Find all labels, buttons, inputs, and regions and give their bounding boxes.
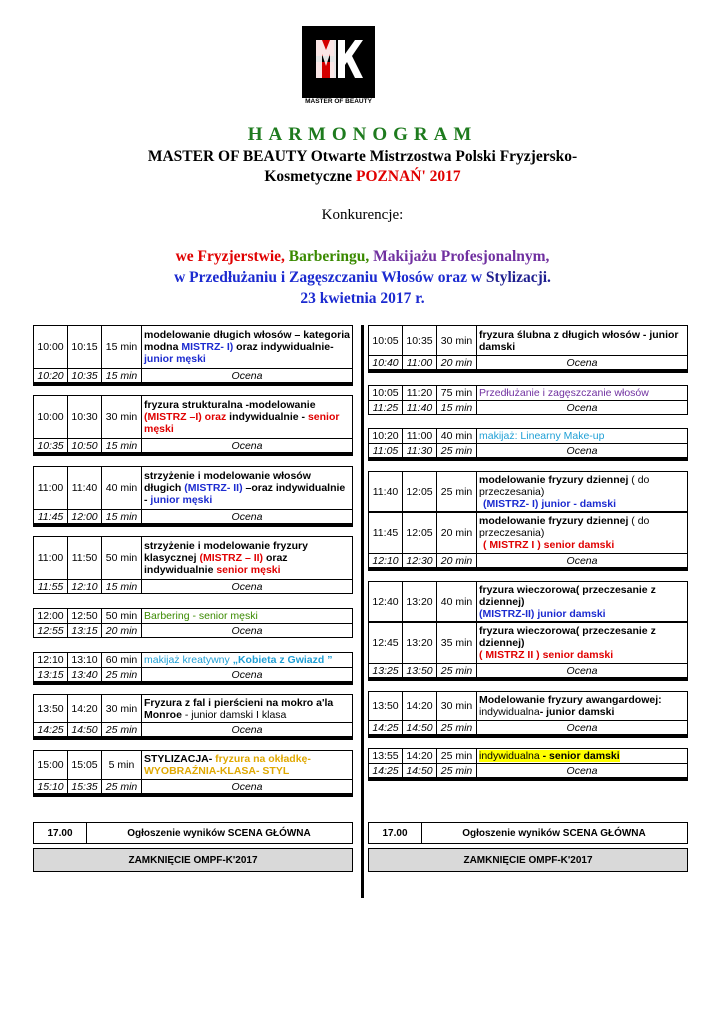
start-time: 10:20 — [369, 429, 403, 443]
divider — [33, 383, 353, 386]
ocena-row — [368, 401, 688, 415]
duration: 40 min — [102, 467, 142, 509]
desc-main: strzyżenie i modelowanie włosów długich — [144, 470, 311, 494]
entry-description — [477, 582, 687, 621]
end-time: 10:35 — [68, 369, 102, 382]
entry-description — [477, 749, 687, 763]
divider — [33, 737, 353, 740]
end-time: 11:00 — [403, 356, 437, 369]
entry-description: Przedłużanie i zagęszczanie włosów — [479, 387, 649, 399]
start-time: 14:25 — [34, 723, 68, 736]
ocena-label: Ocena — [231, 439, 263, 452]
closing-banner: ZAMKNIĘCIE OMPF-K'2017 — [368, 848, 688, 872]
end-time: 11:00 — [403, 429, 437, 443]
desc-group: senior męski — [144, 411, 340, 435]
start-time: 12:55 — [34, 624, 68, 637]
duration: 40 min — [437, 582, 477, 621]
ocena-row — [368, 356, 688, 370]
desc-group: senior męski — [216, 564, 281, 576]
ocena-label: Ocena — [566, 721, 598, 734]
start-time: 11:40 — [369, 472, 403, 511]
schedule-entry — [33, 750, 353, 780]
end-time: 13:20 — [403, 582, 437, 621]
start-time: 11:55 — [34, 580, 68, 593]
entry-description — [477, 472, 687, 511]
divider — [368, 568, 688, 571]
entry-description — [142, 467, 352, 509]
desc-group: - senior damski — [539, 750, 620, 762]
end-time: 12:30 — [403, 554, 437, 567]
start-time: 11:45 — [369, 513, 403, 553]
divider — [368, 458, 688, 461]
divider — [33, 794, 353, 797]
end-time: 11:40 — [68, 467, 102, 509]
end-time: 12:50 — [68, 609, 102, 623]
schedule-entry — [368, 428, 688, 444]
results-text: Ogłoszenie wyników SCENA GŁÓWNA — [462, 827, 646, 839]
ocena-row — [33, 369, 353, 383]
desc-group: ( MISTRZ I ) senior damski — [483, 539, 615, 551]
entry-description — [142, 396, 352, 438]
ocena-label: Ocena — [566, 664, 598, 677]
duration: 40 min — [437, 429, 477, 443]
end-time: 15:35 — [68, 780, 102, 793]
start-time: 11:25 — [369, 401, 403, 414]
start-time: 13:55 — [369, 749, 403, 763]
ocena-row — [368, 554, 688, 568]
desc-extra: indywidualna — [479, 706, 540, 718]
categories-line2 — [0, 269, 725, 287]
start-time: 13:15 — [34, 668, 68, 681]
end-time: 12:10 — [68, 580, 102, 593]
entry-description — [142, 653, 352, 667]
desc-main: STYLIZACJA- — [144, 753, 216, 765]
end-time: 11:40 — [403, 401, 437, 414]
start-time: 14:25 — [369, 721, 403, 734]
duration: 20 min — [102, 624, 142, 637]
start-time: 12:40 — [369, 582, 403, 621]
entry-description — [477, 513, 687, 553]
schedule-entry — [368, 512, 688, 554]
ocena-label: Ocena — [231, 369, 263, 382]
desc-extra: –oraz indywidualnie - — [144, 482, 346, 506]
duration: 75 min — [437, 386, 477, 400]
duration: 25 min — [437, 472, 477, 511]
ocena-row — [33, 580, 353, 594]
cat-extensions: w Przedłużaniu i Zagęszczaniu Włosów oraz w — [174, 269, 486, 286]
logo — [302, 26, 375, 98]
schedule-entry — [368, 691, 688, 721]
duration: 35 min — [437, 623, 477, 663]
duration: 25 min — [437, 721, 477, 734]
cat-barbering: Barberingu, — [288, 248, 374, 265]
start-time: 10:05 — [369, 326, 403, 355]
end-time: 10:15 — [68, 326, 102, 368]
ocena-label: Ocena — [231, 780, 263, 793]
divider — [368, 735, 688, 738]
start-time: 11:45 — [34, 510, 68, 523]
start-time: 10:05 — [369, 386, 403, 400]
duration: 20 min — [437, 513, 477, 553]
start-time: 10:35 — [34, 439, 68, 452]
duration: 25 min — [102, 668, 142, 681]
duration: 30 min — [102, 396, 142, 438]
desc-main: fryzura wieczorowa( przeczesanie z dziennej) — [479, 583, 656, 608]
ocena-label: Ocena — [566, 356, 598, 369]
end-time: 14:20 — [403, 692, 437, 720]
duration: 25 min — [102, 780, 142, 793]
duration: 30 min — [437, 692, 477, 720]
ocena-row — [368, 721, 688, 735]
duration: 15 min — [102, 369, 142, 382]
desc-extra: indywidualnie - — [226, 411, 308, 423]
end-time: 11:20 — [403, 386, 437, 400]
duration: 20 min — [437, 554, 477, 567]
ocena-row — [33, 668, 353, 682]
start-time: 10:20 — [34, 369, 68, 382]
desc-main: Fryzura z fal i pierścieni na mokro a'la Monroe — [144, 696, 334, 721]
event-name-line1: MASTER OF BEAUTY Otwarte Mistrzostwa Polski Fryzjersko- — [147, 148, 578, 165]
start-time: 10:40 — [369, 356, 403, 369]
start-time: 12:10 — [369, 554, 403, 567]
divider — [368, 778, 688, 781]
end-time: 11:50 — [68, 537, 102, 579]
desc-category: (MISTRZ- II) — [184, 482, 243, 494]
ocena-row — [33, 510, 353, 524]
end-time: 14:50 — [403, 721, 437, 734]
duration: 25 min — [437, 664, 477, 677]
entry-description — [142, 695, 352, 722]
ocena-label: Ocena — [231, 580, 263, 593]
start-time: 15:00 — [34, 751, 68, 779]
duration: 5 min — [102, 751, 142, 779]
desc-category: (MISTRZ –I) oraz — [144, 411, 227, 423]
desc-group: junior męski — [150, 494, 213, 506]
desc-main: indywidualna — [479, 750, 540, 762]
event-date: 23 kwietnia 2017 r. — [300, 290, 425, 307]
schedule-entry — [368, 325, 688, 356]
ocena-row — [368, 444, 688, 458]
start-time: 13:50 — [34, 695, 68, 722]
divider — [368, 678, 688, 681]
desc-group: (MISTRZ- I) junior - damski — [483, 497, 616, 510]
end-time: 15:05 — [68, 751, 102, 779]
duration: 15 min — [437, 401, 477, 414]
desc-main: modelowanie fryzury dziennej — [479, 515, 629, 527]
desc-title: fryzura na okładkę- WYOBRAŹNIA-KLASA- STYL — [144, 753, 311, 777]
desc-main: fryzura wieczorowa( przeczesanie z dziennej) — [479, 625, 656, 649]
start-time: 11:00 — [34, 467, 68, 509]
duration: 20 min — [437, 356, 477, 369]
desc-group: - junior damski — [539, 706, 615, 718]
desc-main: strzyżenie i modelowanie fryzury klasycznej — [144, 540, 308, 564]
schedule-entry — [33, 395, 353, 439]
desc-extra: oraz indywidualnie — [144, 552, 288, 576]
desc-group: - junior damski I klasa — [181, 708, 287, 721]
mk-logo-icon — [302, 26, 375, 98]
start-time: 15:10 — [34, 780, 68, 793]
logo-caption: MASTER OF BEAUTY — [305, 98, 372, 105]
entry-description: Barbering - senior męski — [144, 610, 258, 622]
duration: 15 min — [102, 510, 142, 523]
end-time: 13:15 — [68, 624, 102, 637]
cat-makeup: Makijażu Profesjonalnym, — [373, 248, 550, 265]
desc-main: modelowanie fryzury dziennej — [479, 473, 629, 486]
ocena-row — [33, 439, 353, 453]
end-time: 12:05 — [403, 513, 437, 553]
entry-description — [477, 623, 687, 663]
schedule-entry — [368, 471, 688, 512]
desc-extra: oraz indywidualnie- — [233, 341, 334, 353]
ocena-label: Ocena — [566, 401, 598, 414]
entry-description: fryzura ślubna z długich włosów - junior damski — [479, 328, 679, 353]
schedule-entry — [33, 694, 353, 723]
start-time: 12:10 — [34, 653, 68, 667]
desc-main: Modelowanie fryzury awangardowej: — [479, 694, 662, 706]
ocena-label: Ocena — [231, 723, 263, 736]
end-time: 13:20 — [403, 623, 437, 663]
desc-group: (MISTRZ-II) junior damski — [479, 607, 606, 620]
desc-main: makijaż kreatywny — [144, 654, 233, 666]
schedule-entry — [368, 385, 688, 401]
page-title: HARMONOGRAM — [247, 124, 478, 145]
duration: 15 min — [102, 580, 142, 593]
ocena-row — [368, 764, 688, 778]
start-time: 11:00 — [34, 537, 68, 579]
end-time: 10:50 — [68, 439, 102, 452]
start-time: 12:00 — [34, 609, 68, 623]
ocena-label: Ocena — [566, 554, 598, 567]
start-time: 14:25 — [369, 764, 403, 777]
ocena-label: Ocena — [566, 764, 598, 777]
duration: 60 min — [102, 653, 142, 667]
schedule-entry — [368, 622, 688, 664]
cat-hairdressing: we Fryzjerstwie, — [175, 248, 289, 265]
desc-category: (MISTRZ – II) — [199, 552, 264, 564]
end-time: 14:20 — [68, 695, 102, 722]
results-announcement — [33, 822, 353, 844]
desc-extra: ( do przeczesania) — [479, 515, 650, 539]
ocena-label: Ocena — [566, 444, 598, 457]
start-time: 13:50 — [369, 692, 403, 720]
ocena-label: Ocena — [231, 624, 263, 637]
duration: 15 min — [102, 326, 142, 368]
results-time: 17.00 — [34, 823, 87, 843]
ocena-row — [33, 780, 353, 794]
konkurencje-label: Konkurencje: — [321, 207, 404, 223]
ocena-label: Ocena — [231, 510, 263, 523]
start-time: 12:45 — [369, 623, 403, 663]
desc-title: „Kobieta z Gwiazd ” — [232, 654, 333, 666]
end-time: 13:40 — [68, 668, 102, 681]
start-time: 11:05 — [369, 444, 403, 457]
desc-main: modelowanie długich włosów – kategoria modna — [144, 329, 350, 353]
desc-category: MISTRZ- I) — [181, 341, 234, 353]
ocena-row — [33, 723, 353, 737]
divider — [33, 682, 353, 685]
schedule-entry — [368, 581, 688, 622]
results-time: 17.00 — [369, 823, 422, 843]
cat-styling: Stylizacji. — [485, 269, 551, 286]
duration: 30 min — [102, 695, 142, 722]
end-time: 14:20 — [403, 749, 437, 763]
schedule-entry — [33, 466, 353, 510]
ocena-row — [33, 624, 353, 638]
schedule-entry — [33, 608, 353, 624]
event-name-line2-text: Kosmetyczne — [264, 168, 357, 185]
divider — [33, 453, 353, 456]
schedule-entry — [33, 536, 353, 580]
entry-description — [142, 751, 352, 779]
results-text: Ogłoszenie wyników SCENA GŁÓWNA — [127, 827, 311, 839]
ocena-row — [368, 664, 688, 678]
end-time: 14:50 — [403, 764, 437, 777]
duration: 30 min — [437, 326, 477, 355]
duration: 25 min — [437, 764, 477, 777]
divider — [368, 370, 688, 373]
end-time: 13:50 — [403, 664, 437, 677]
categories-line1 — [0, 248, 725, 266]
event-name-line2 — [0, 168, 725, 186]
results-announcement — [368, 822, 688, 844]
end-time: 10:30 — [68, 396, 102, 438]
end-time: 11:30 — [403, 444, 437, 457]
desc-group: junior męski — [144, 353, 206, 365]
ocena-label: Ocena — [231, 668, 263, 681]
duration: 25 min — [437, 749, 477, 763]
end-time: 12:00 — [68, 510, 102, 523]
entry-description — [142, 326, 352, 368]
schedule-entry — [368, 748, 688, 764]
desc-main: fryzura strukturalna -modelowanie — [144, 399, 316, 411]
end-time: 13:10 — [68, 653, 102, 667]
start-time: 10:00 — [34, 326, 68, 368]
duration: 25 min — [102, 723, 142, 736]
desc-extra: ( do przeczesania) — [479, 473, 650, 498]
start-time: 13:25 — [369, 664, 403, 677]
duration: 15 min — [102, 439, 142, 452]
closing-banner: ZAMKNIĘCIE OMPF-K'2017 — [33, 848, 353, 872]
divider — [33, 524, 353, 527]
schedule-entry — [33, 325, 353, 369]
column-divider — [361, 325, 364, 898]
start-time: 10:00 — [34, 396, 68, 438]
duration: 50 min — [102, 537, 142, 579]
end-time: 14:50 — [68, 723, 102, 736]
end-time: 10:35 — [403, 326, 437, 355]
event-city-year: POZNAŃ' 2017 — [356, 168, 461, 185]
duration: 25 min — [437, 444, 477, 457]
desc-group: ( MISTRZ II ) senior damski — [479, 649, 614, 661]
entry-description: makijaż: Linearny Make-up — [479, 430, 605, 442]
entry-description — [477, 692, 687, 720]
entry-description — [142, 537, 352, 579]
schedule-entry — [33, 652, 353, 668]
duration: 50 min — [102, 609, 142, 623]
end-time: 12:05 — [403, 472, 437, 511]
